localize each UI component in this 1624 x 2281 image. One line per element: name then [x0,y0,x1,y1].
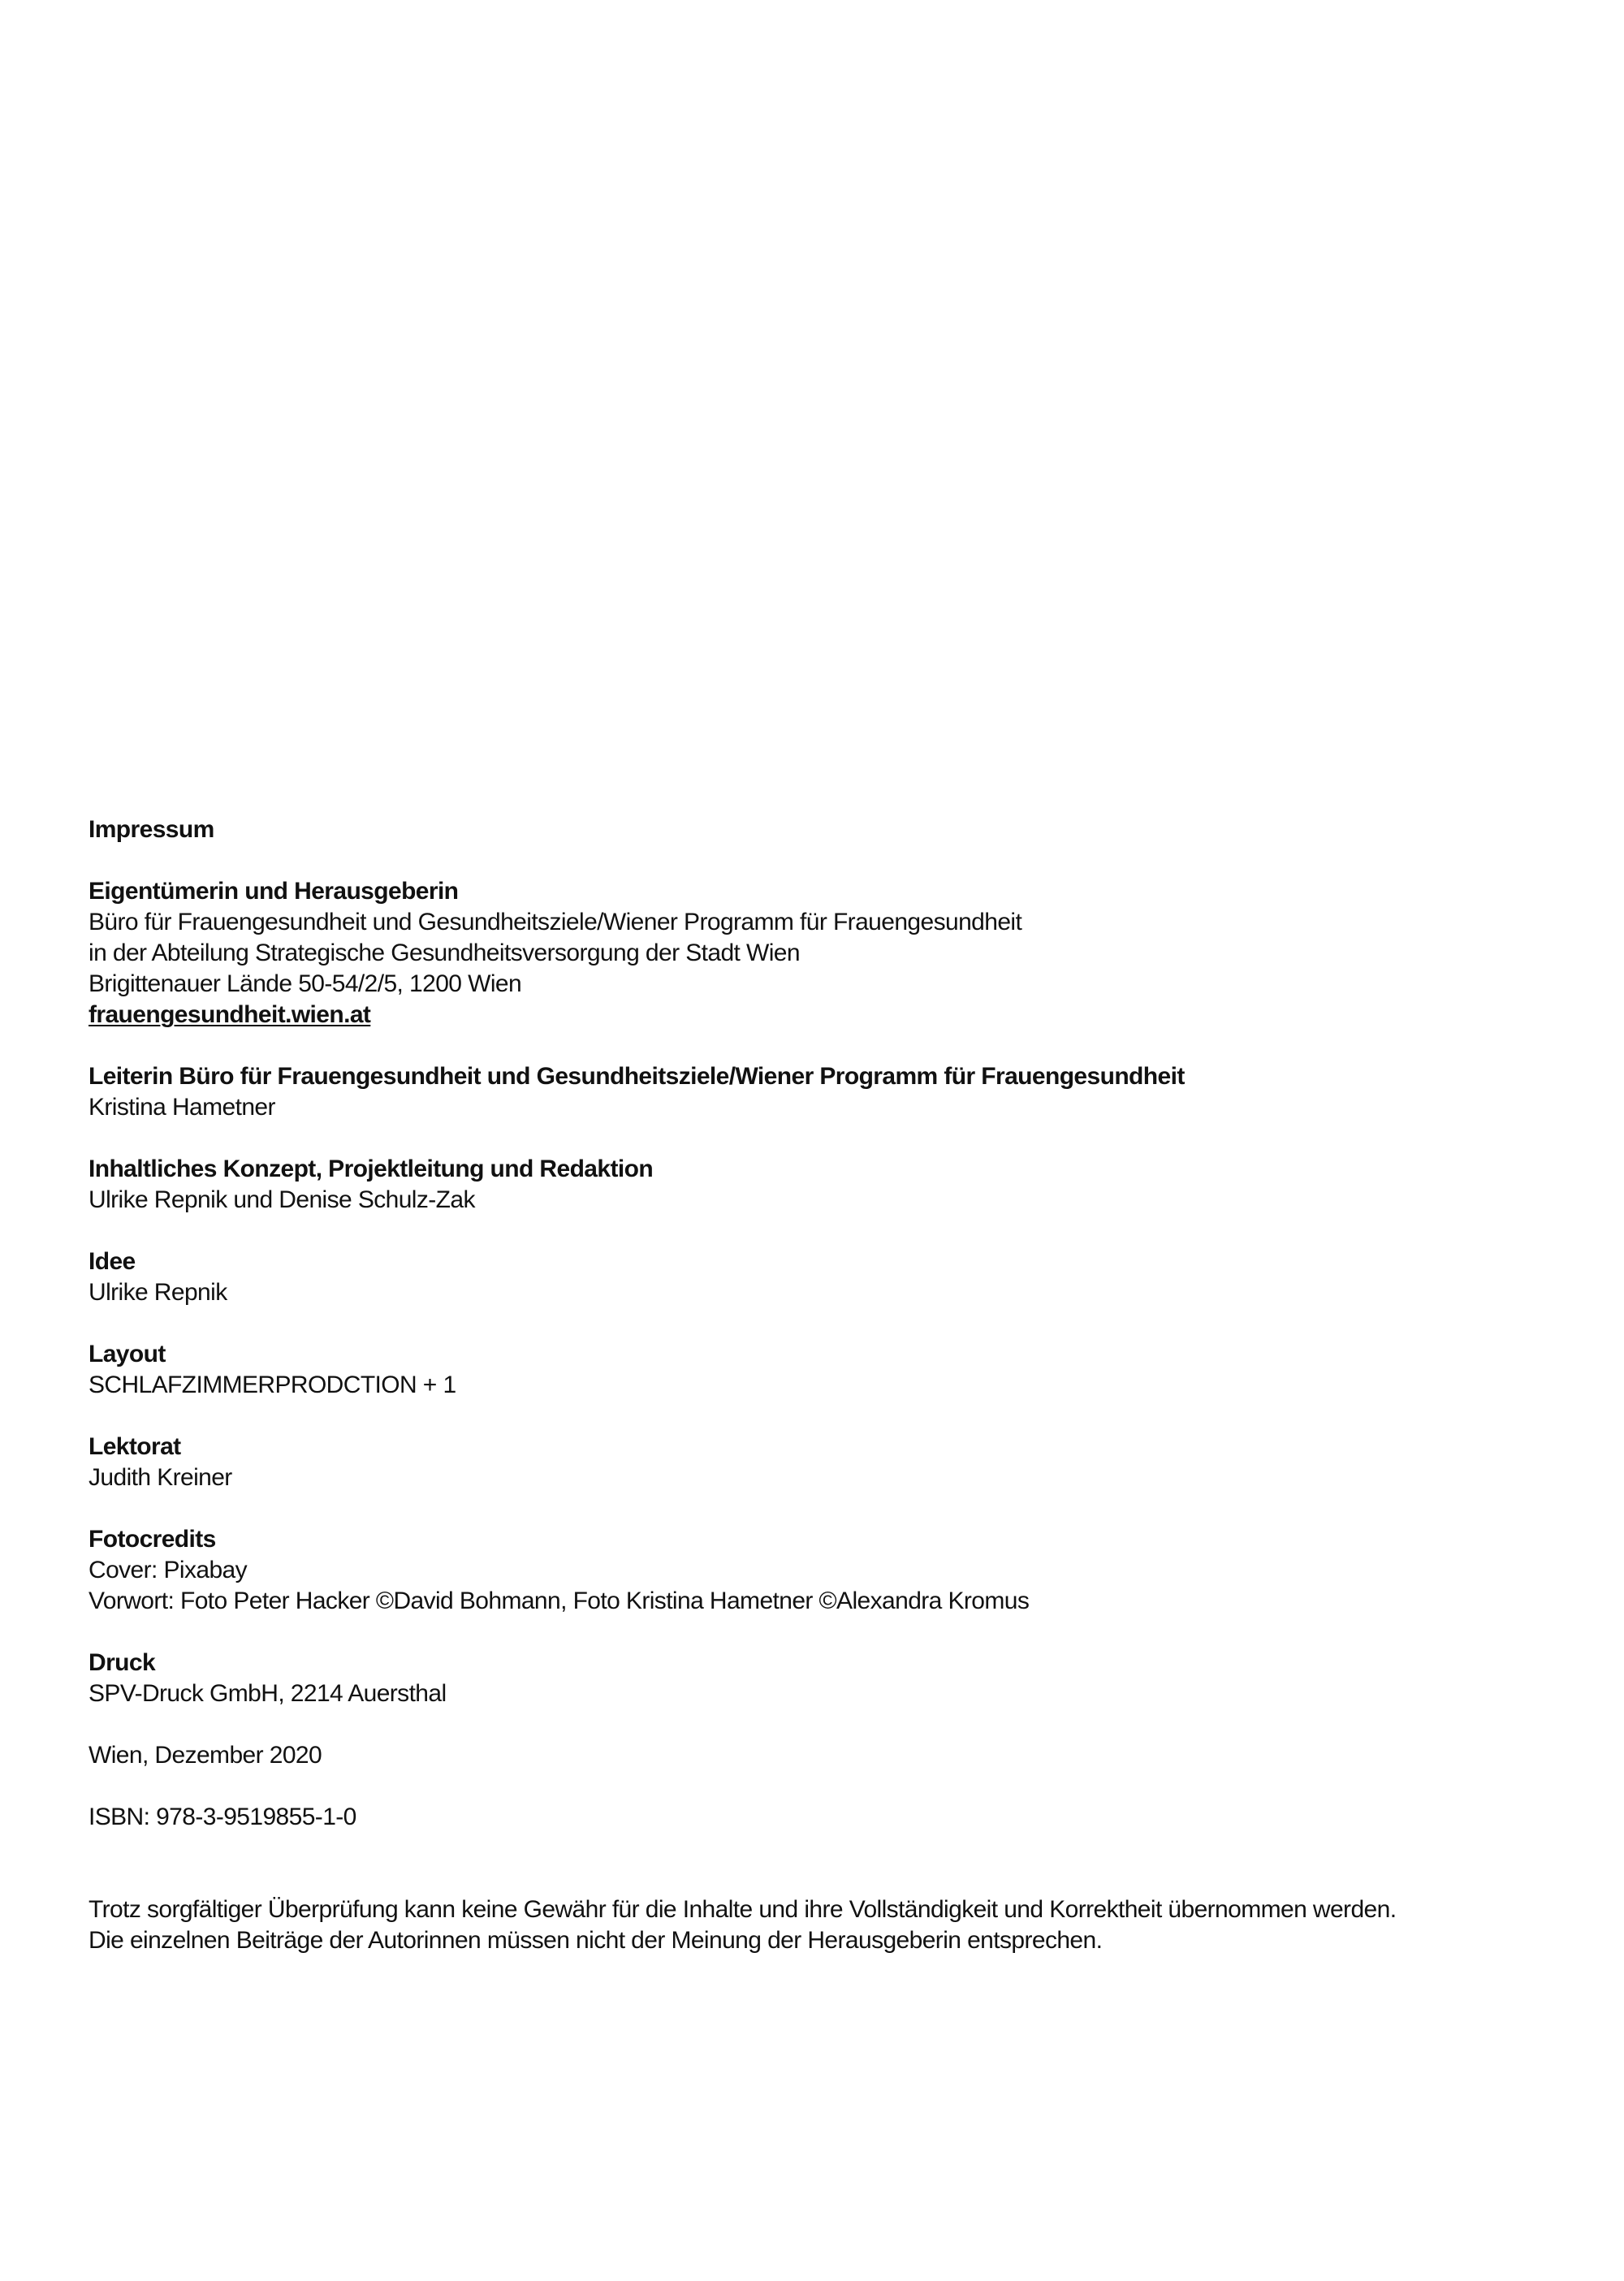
owner-heading: Eigentümerin und Herausgeberin [89,878,459,905]
printing-value: SPV-Druck GmbH, 2214 Auersthal [89,1680,447,1707]
layout-heading: Layout [89,1341,166,1367]
website-link[interactable]: frauengesundheit.wien.at [89,1001,371,1028]
proofreading-name: Judith Kreiner [89,1464,232,1491]
owner-line: in der Abteilung Strategische Gesundheitsversorgung der Stadt Wien [89,940,800,966]
idea-heading: Idee [89,1248,136,1275]
impressum-title-block [89,814,1510,845]
idea-name: Ulrike Repnik [89,1279,227,1306]
printing-block [89,1648,1510,1709]
layout-block [89,1339,1510,1401]
concept-heading: Inhaltliches Konzept, Projektleitung und Redaktion [89,1156,654,1182]
disclaimer-block [89,1894,1510,1956]
photo-credits-block [89,1524,1510,1617]
director-heading: Leiterin Büro für Frauengesundheit und Gesundheitsziele/Wiener Programm für Frauengesundheit [89,1063,1185,1090]
place-date: Wien, Dezember 2020 [89,1742,322,1769]
place-date-block [89,1740,1510,1771]
isbn-block [89,1802,1510,1833]
disclaimer-line: Trotz sorgfältiger Überprüfung kann keine Gewähr für die Inhalte und ihre Vollständigkeit und Korrektheit übernommen werden. [89,1896,1397,1923]
printing-heading: Druck [89,1649,156,1676]
section-spacer [89,1864,1510,1894]
owner-block [89,876,1510,1030]
impressum-section [89,814,1510,1987]
concept-block [89,1154,1510,1216]
proofreading-heading: Lektorat [89,1433,181,1460]
idea-block [89,1246,1510,1308]
director-name: Kristina Hametner [89,1094,275,1121]
owner-line: Büro für Frauengesundheit und Gesundheitsziele/Wiener Programm für Frauengesundheit [89,909,1022,935]
photo-credits-heading: Fotocredits [89,1526,216,1553]
photo-credit-line: Vorwort: Foto Peter Hacker ©David Bohmann, Foto Kristina Hametner ©Alexandra Kromus [89,1588,1030,1614]
isbn: ISBN: 978-3-9519855-1-0 [89,1804,356,1830]
proofreading-block [89,1432,1510,1493]
photo-credit-line: Cover: Pixabay [89,1557,248,1583]
director-block [89,1061,1510,1123]
disclaimer-line: Die einzelnen Beiträge der Autorinnen müssen nicht der Meinung der Herausgeberin entsprechen. [89,1927,1103,1954]
impressum-title: Impressum [89,816,214,843]
concept-names: Ulrike Repnik und Denise Schulz-Zak [89,1186,475,1213]
layout-value: SCHLAFZIMMERPRODCTION + 1 [89,1372,456,1398]
owner-address: Brigittenauer Lände 50-54/2/5, 1200 Wien [89,970,522,997]
